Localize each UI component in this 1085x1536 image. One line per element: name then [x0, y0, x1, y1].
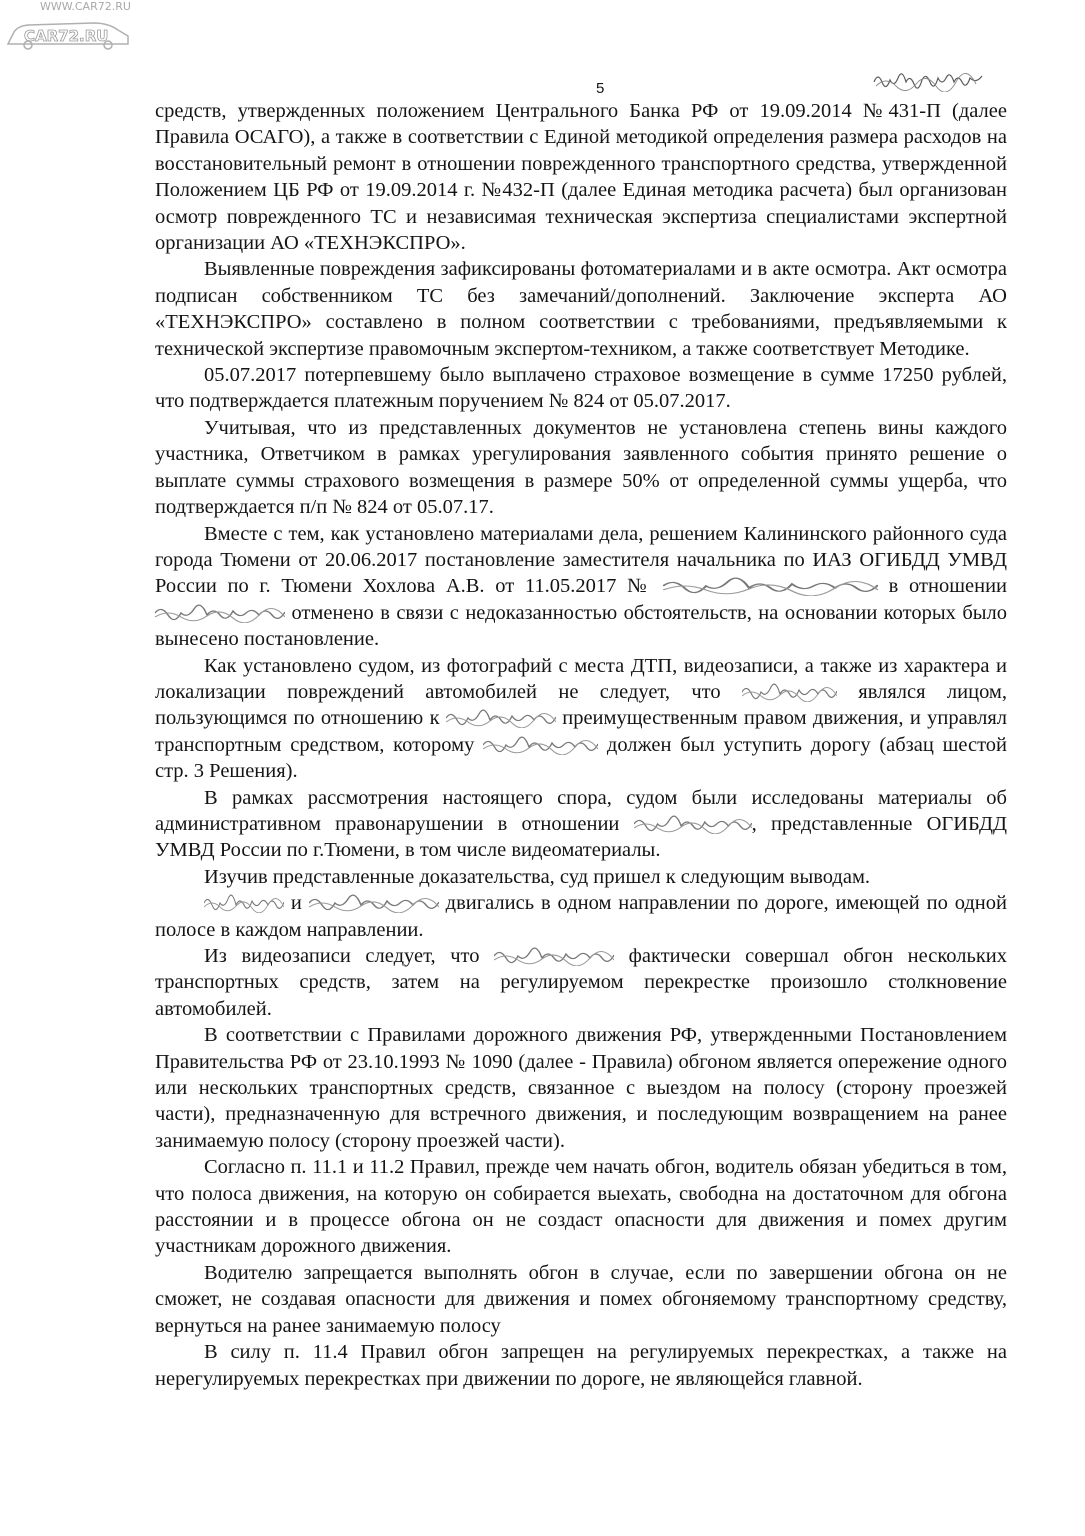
paragraph-7-text-b: , представленные ОГИБДД УМВД России по г.Тюмени, в том числе видеоматериалы. — [155, 812, 1007, 862]
redacted-text — [494, 946, 614, 966]
paragraph-12: Согласно п. 11.1 и 11.2 Правил, прежде чем начать обгон, водитель обязан убедиться в том, что полоса движения, на которую он собирается выехать, свободна на достаточном для обгона расстоянии и в процессе обгона он не создаст опасности для движения и помех другим участникам дорожного движения. — [155, 1156, 1007, 1258]
paragraph-10-text-a: Из видеозаписи следует, что — [204, 945, 480, 967]
redacted-text — [742, 682, 837, 702]
redacted-text — [634, 814, 752, 834]
paragraph-5-text-a: Вместе с тем, как установлено материалами дела, решением Калининского районного суда города Тюмени от 20.06.2017 постановление заместителя начальника по ИАЗ ОГИБДД УМВД России по г. Тюмени Хохлова А.В. от 11.05.2017 № — [155, 522, 1007, 598]
paragraph-6-text-c: преимущественным правом движения, и управлял транспортным средством, которому — [155, 707, 1007, 756]
paragraph-7-text-a: В рамках рассмотрения настоящего спора, судом были исследованы материалы об административном правонарушении в отношении — [155, 786, 1007, 835]
redacted-stamp — [872, 68, 984, 92]
redacted-text — [155, 603, 285, 623]
paragraph-5 — [155, 521, 1007, 653]
paragraph-9 — [155, 890, 1007, 943]
document-body — [155, 98, 1007, 1392]
paragraph-6-text-d: должен был уступить дорогу (абзац шестой стр. 3 Решения). — [155, 733, 1008, 783]
paragraph-5-text-b: в отношении — [888, 575, 1008, 598]
paragraph-6-text-a: Как установлено судом, из фотографий с места ДТП, видеозаписи, а также из характера и локализации повреждений автомобилей не следует, что — [155, 654, 1007, 703]
redacted-text — [446, 708, 556, 728]
redacted-text — [309, 893, 439, 913]
paragraph-6-text-b: являлся лицом, пользующимся по отношению к — [155, 680, 1008, 730]
paragraph-6 — [155, 653, 1007, 785]
paragraph-10 — [155, 943, 1007, 1022]
paragraph-10-text-b: фактически совершал обгон нескольких транспортных средств, затем на регулируемом перекрестке произошло столкновение автомобилей. — [155, 945, 1007, 1020]
redacted-text — [663, 576, 878, 596]
paragraph-5-text-c: отменено в связи с недоказанностью обстоятельств, на основании которых было вынесено постановление. — [155, 601, 1007, 651]
page-number: 5 — [596, 80, 605, 97]
site-watermark — [4, 0, 134, 50]
paragraph-9-text-a: и — [290, 892, 302, 915]
paragraph-7 — [155, 785, 1007, 864]
svg-text:CAR72.RU: CAR72.RU — [24, 27, 109, 45]
paragraph-14: В силу п. 11.4 Правил обгон запрещен на регулируемых перекрестках, а также на нерегулируемых перекрестках при движении по дороге, не являющейся главной. — [155, 1341, 1007, 1390]
paragraph-3: 05.07.2017 потерпевшему было выплачено страховое возмещение в сумме 17250 рублей, что подтверждается платежным поручением № 824 от 05.07.2017. — [155, 364, 1007, 413]
paragraph-2: Выявленные повреждения зафиксированы фотоматериалами и в акте осмотра. Акт осмотра подписан собственником ТС без замечаний/дополнений. Заключение эксперта АО «ТЕХНЭКСПРО» составлено в полном соответствии с требованиями, предъявляемыми к технической экспертизе правомочным экспертом-техником, а также соответствует Методике. — [155, 258, 1007, 360]
car-logo-icon — [4, 14, 134, 50]
paragraph-1: средств, утвержденных положением Центрального Банка РФ от 19.09.2014 №431-П (далее Правила ОСАГО), а также в соответствии с Единой методикой определения размера расходов на восстановительный ремонт в отношении поврежденного транспортного средства, утвержденной Положением ЦБ РФ от 19.09.2014 г. №432-П (далее Единая методика расчета) был организован осмотр поврежденного ТС и независимая техническая экспертиза специалистами экспертной организации АО «ТЕХНЭКСПРО». — [155, 100, 1007, 255]
paragraph-4: Учитывая, что из представленных документов не установлена степень вины каждого участника, Ответчиком в рамках урегулирования заявленного события принято решение о выплате суммы страхового возмещения в размере 50% от определенной суммы ущерба, что подтверждается п/п № 824 от 05.07.17. — [155, 416, 1007, 519]
redacted-text — [483, 735, 598, 755]
redacted-text — [204, 893, 284, 913]
paragraph-13: Водителю запрещается выполнять обгон в случае, если по завершении обгона он не сможет, не создавая опасности для движения и помех обгоняемому транспортному средству, вернуться на ранее занимаемую полосу — [155, 1261, 1007, 1337]
paragraph-9-text-b: двигались в одном направлении по дороге, имеющей по одной полосе в каждом направлении. — [155, 892, 1008, 941]
paragraph-8: Изучив представленные доказательства, суд пришел к следующим выводам. — [204, 865, 871, 888]
watermark-url: WWW.CAR72.RU — [40, 0, 131, 13]
paragraph-11: В соответствии с Правилами дорожного движения РФ, утвержденными Постановлением Правительства РФ от 23.10.1993 № 1090 (далее - Правила) обгоном является опережение одного или нескольких транспортных средств, связанное с выездом на полосу (сторону проезжей части), предназначенную для встречного движения, и последующим возвращением на ранее занимаемую полосу (сторону проезжей части). — [155, 1024, 1007, 1152]
